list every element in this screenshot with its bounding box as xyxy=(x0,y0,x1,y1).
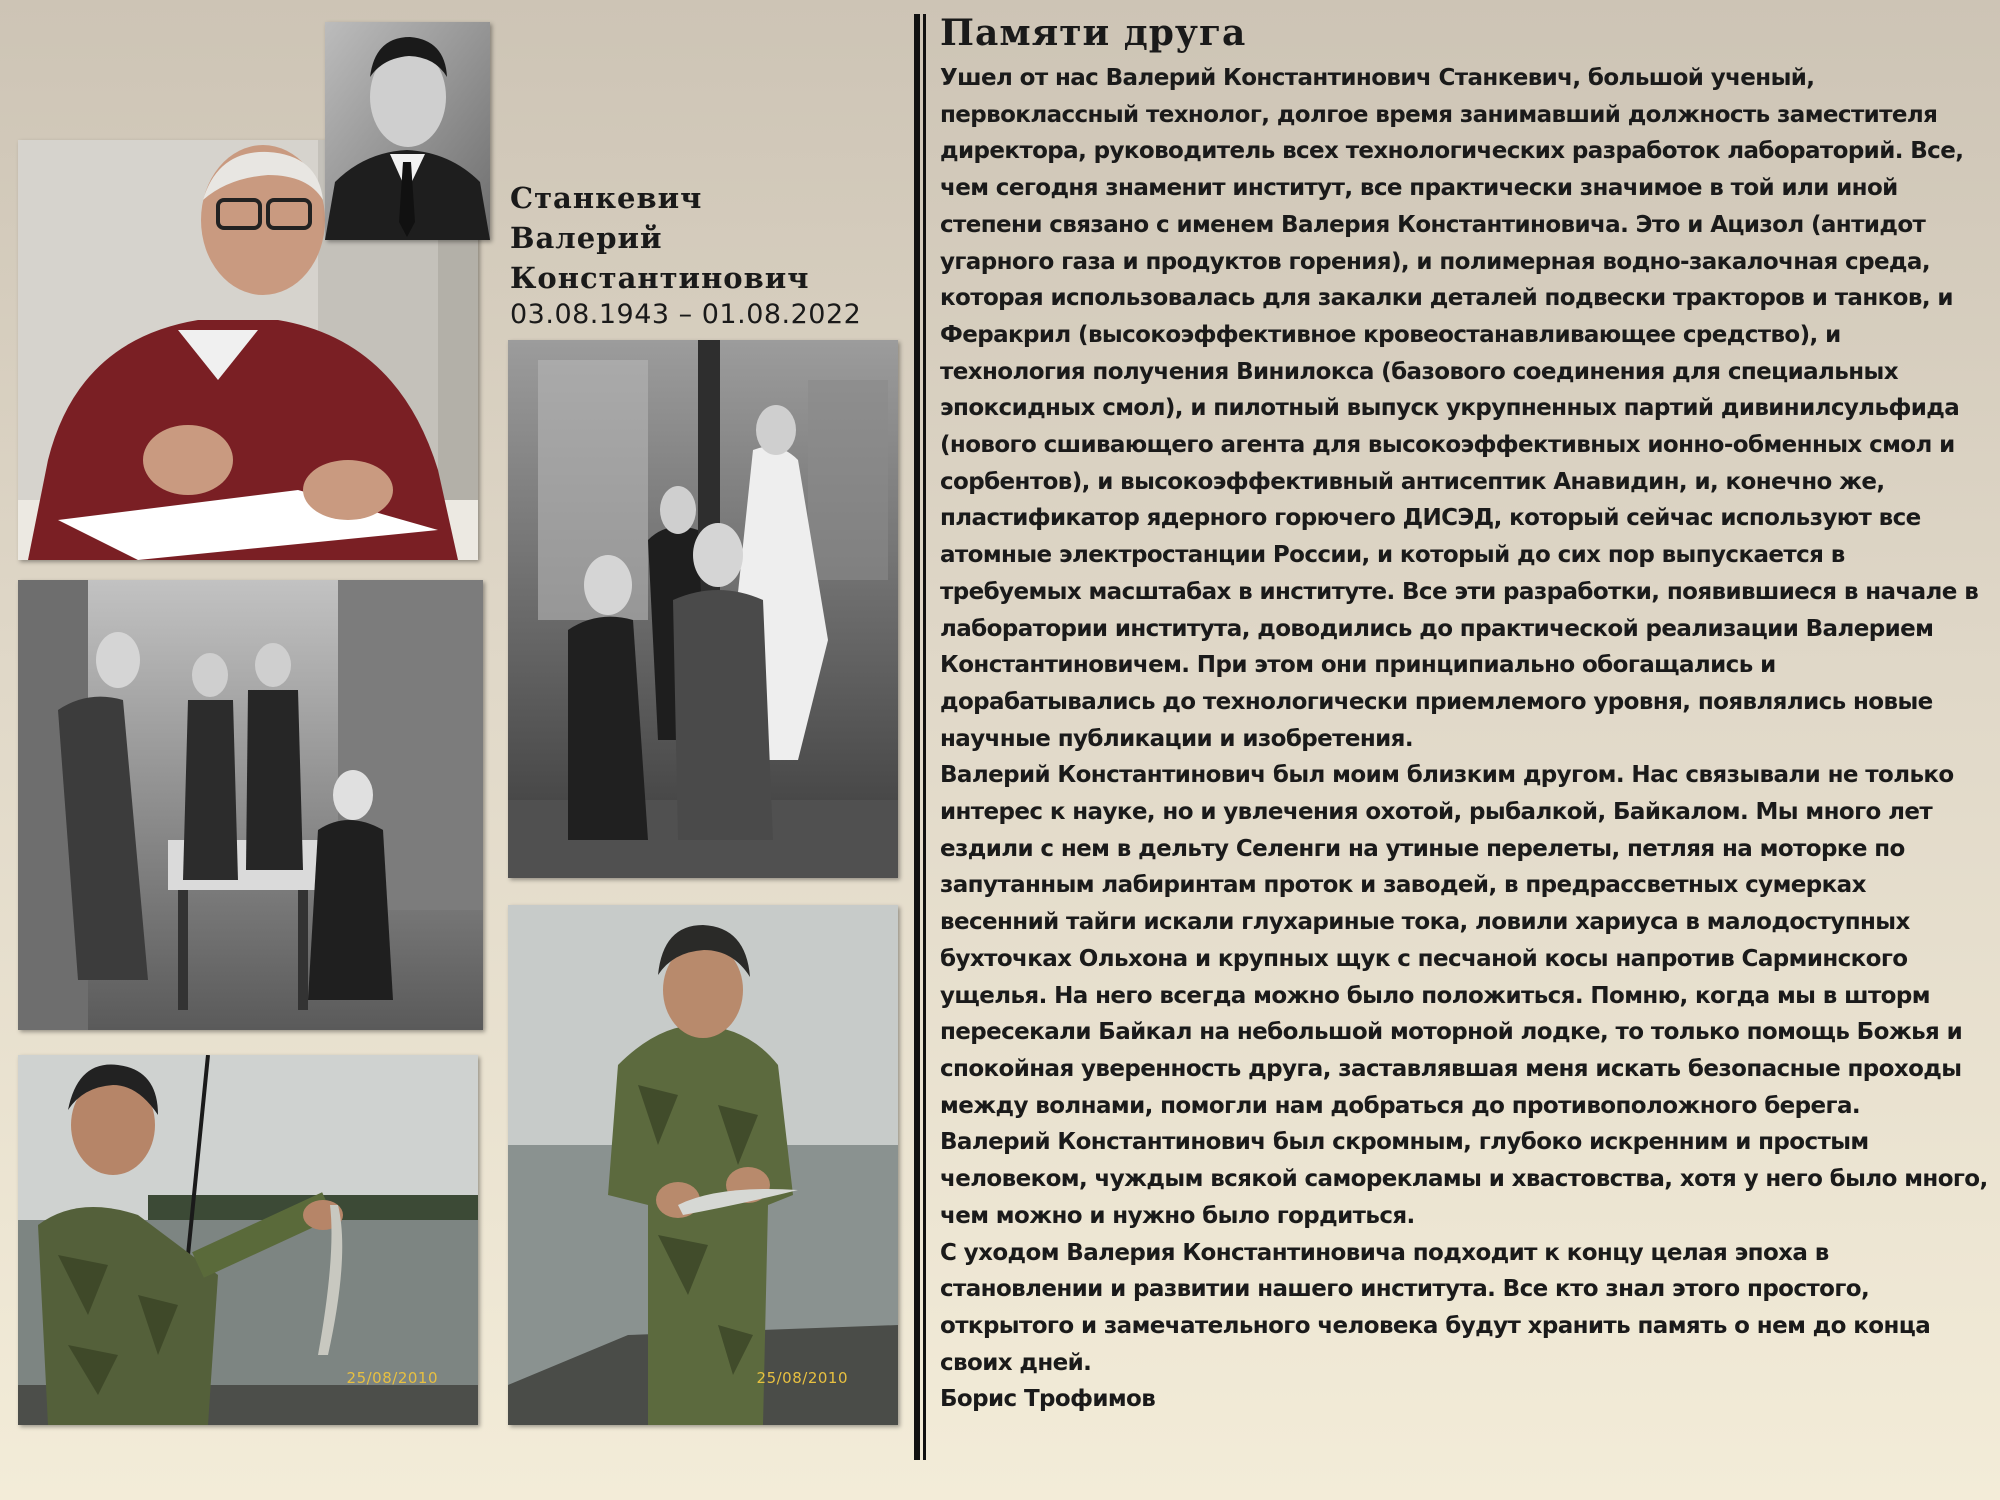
article-paragraph-1: Ушел от нас Валерий Константинович Станкевич, большой ученый, первоклассный технолог, долгое время занимавший должность заместителя директора, руководитель всех технологических разработок лабораторий. Все, чем сегодня знаменит институт, все практически значимое в той или иной степени связано с именем Валерия Константиновича. Это и Ацизол (антидот угарного газа и продуктов горения), и полимерная водно-закалочная среда, которая использовалась для закалки деталей подвески тракторов и танков, и Феракрил (высокоэффективное кровеостанавливающее средство), и технология получения Винилокса (базового соединения для специальных эпоксидных смол), и пилотный выпуск укрупненных партий дивинилсульфида (нового сшивающего агента для высокоэффективных ионно-обменных смол и сорбентов), и высокоэффективный антисептик Анавидин, и, конечно же, пластификатор ядерного горючего ДИСЭД, который сейчас используют все атомные электростанции России, и который до сих пор выпускается в требуемых масштабах в институте. Все эти разработки, появившиеся в начале в лаборатории института, доводились до практической реализации Валерием Константиновичем. При этом они принципиально обогащались и дорабатывались до технологически приемлемого уровня, появлялись новые научные публикации и изобретения. xyxy=(940,65,1979,752)
article-title: Памяти друга xyxy=(940,12,1247,54)
person-surname: Станкевич xyxy=(510,181,703,215)
person-patronymic: Константинович xyxy=(510,261,810,295)
column-divider xyxy=(914,14,927,1460)
portrait-photo-young xyxy=(325,22,490,240)
lab-meeting-photo xyxy=(18,580,483,1030)
lab-group-photo xyxy=(508,340,898,878)
article-paragraph-3: Валерий Константинович был скромным, глубоко искренним и простым человеком, чуждым всякой саморекламы и хвастовства, хотя у него было много, чем можно и нужно было гордиться. xyxy=(940,1129,1988,1229)
article-paragraph-4: С уходом Валерия Константиновича подходит к концу целая эпоха в становлении и развитии нашего института. Все кто знал этого простого, открытого и замечательного человека будут хранить память о нем до конца своих дней. xyxy=(940,1239,1931,1376)
article-paragraph-2: Валерий Константинович был моим близким другом. Нас связывали не только интерес к науке, но и увлечения охотой, рыбалкой, Байкалом. Мы много лет ездили с нем в дельту Селенги на утиные перелеты, петляя на моторке по запутанным лабиринтам проток и заводей, в предрассветных сумерках весенний тайги искали глухариные тока, ловили хариуса в малодоступных бухточках Ольхона и крупных щук с песчаной косы напротив Сарминского ущелья. На него всегда можно было положиться. Помню, когда мы в шторм пересекали Байкал на небольшой моторной лодке, то только помощь Божья и спокойная уверенность друга, заставлявшая меня искать безопасные проходы между волнами, помогли нам добраться до противоположного берега. xyxy=(940,762,1963,1119)
article-signature: Борис Трофимов xyxy=(940,1386,1156,1413)
fishing-photo-right xyxy=(508,905,898,1425)
person-given-name: Валерий xyxy=(510,221,663,255)
person-life-dates: 03.08.1943 – 01.08.2022 xyxy=(510,299,862,330)
fishing-photo-left xyxy=(18,1055,478,1425)
memorial-article xyxy=(940,10,1990,1418)
photo-date-stamp-right: 25/08/2010 xyxy=(756,1369,848,1387)
photo-date-stamp-left: 25/08/2010 xyxy=(346,1369,438,1387)
person-name-block xyxy=(510,178,890,332)
